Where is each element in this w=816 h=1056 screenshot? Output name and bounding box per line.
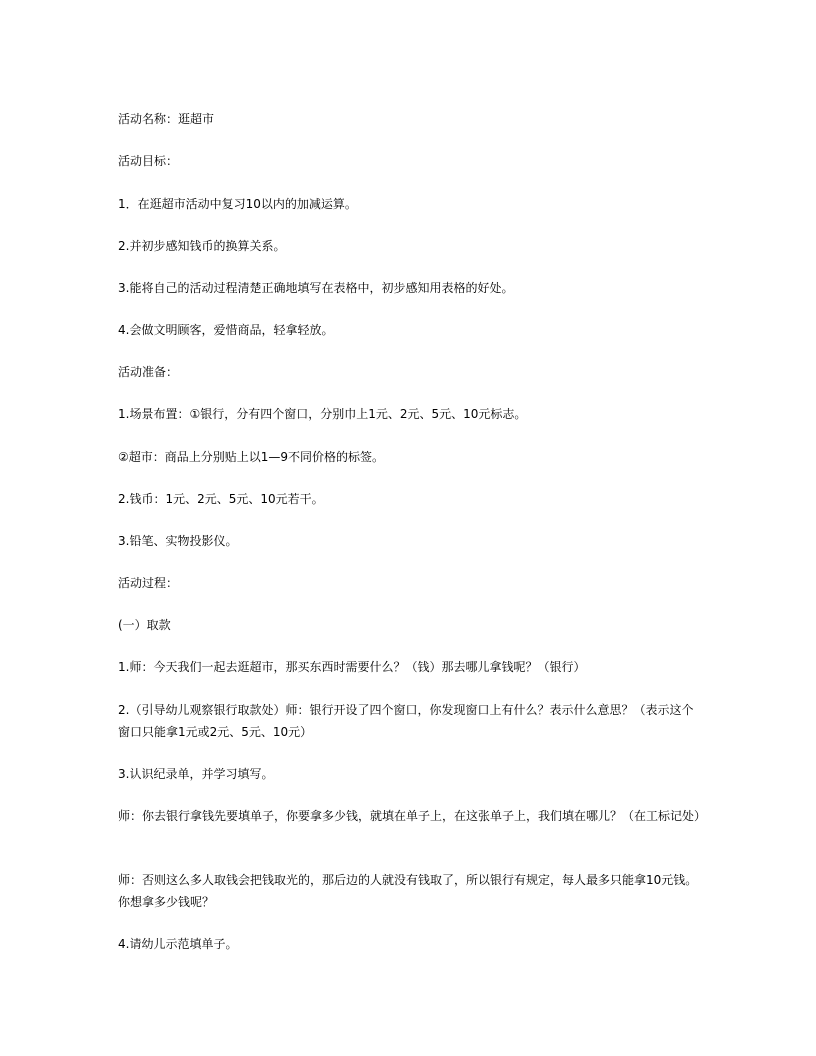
goal-item-2: 2.并初步感知钱币的换算关系。 bbox=[118, 239, 286, 253]
activity-name: 活动名称：逛超市 bbox=[118, 112, 215, 126]
goal-item-4: 4.会做文明顾客，爱惜商品，轻拿轻放。 bbox=[118, 323, 334, 337]
goal-item-1: 1．在逛超市活动中复习10以内的加减运算。 bbox=[118, 197, 357, 211]
preparation-item-1: 1.场景布置：①银行，分有四个窗口，分别巾上1元、2元、5元、10元标志。 bbox=[118, 407, 527, 421]
process-item-4: 4.请幼儿示范填单子。 bbox=[118, 937, 238, 951]
section-heading-goals: 活动目标： bbox=[118, 154, 179, 168]
process-item-1: 1.师：今天我们一起去逛超市，那买东西时需要什么？（钱）那去哪儿拿钱呢？（银行） bbox=[118, 660, 586, 674]
section-heading-process: 活动过程： bbox=[118, 576, 179, 590]
teacher-line-1: 师：你去银行拿钱先要填单子，你要拿多少钱，就填在单子上，在这张单子上，我们填在哪儿？（在工标记处） bbox=[118, 809, 707, 823]
preparation-item-1b: ②超市：商品上分别贴上以1—9不同价格的标签。 bbox=[118, 450, 385, 464]
process-item-2: 2.（引导幼儿观察银行取款处）师：银行开设了四个窗口，你发现窗口上有什么？表示什么意思？（表示这个窗口只能拿1元或2元、5元、10元） bbox=[118, 703, 694, 739]
process-step-heading: (一）取款 bbox=[118, 618, 171, 632]
process-item-3: 3.认识纪录单，并学习填写。 bbox=[118, 767, 274, 781]
section-heading-preparation: 活动准备： bbox=[118, 365, 179, 379]
preparation-item-2: 2.钱币：1元、2元、5元、10元若干。 bbox=[118, 492, 324, 506]
teacher-line-2: 师：否则这么多人取钱会把钱取光的，那后边的人就没有钱取了，所以银行有规定，每人最多只能拿10元钱。你想拿多少钱呢？ bbox=[118, 873, 698, 909]
goal-item-3: 3.能将自己的活动过程清楚正确地填写在表格中，初步感知用表格的好处。 bbox=[118, 281, 514, 295]
preparation-item-3: 3.铅笔、实物投影仪。 bbox=[118, 534, 238, 548]
